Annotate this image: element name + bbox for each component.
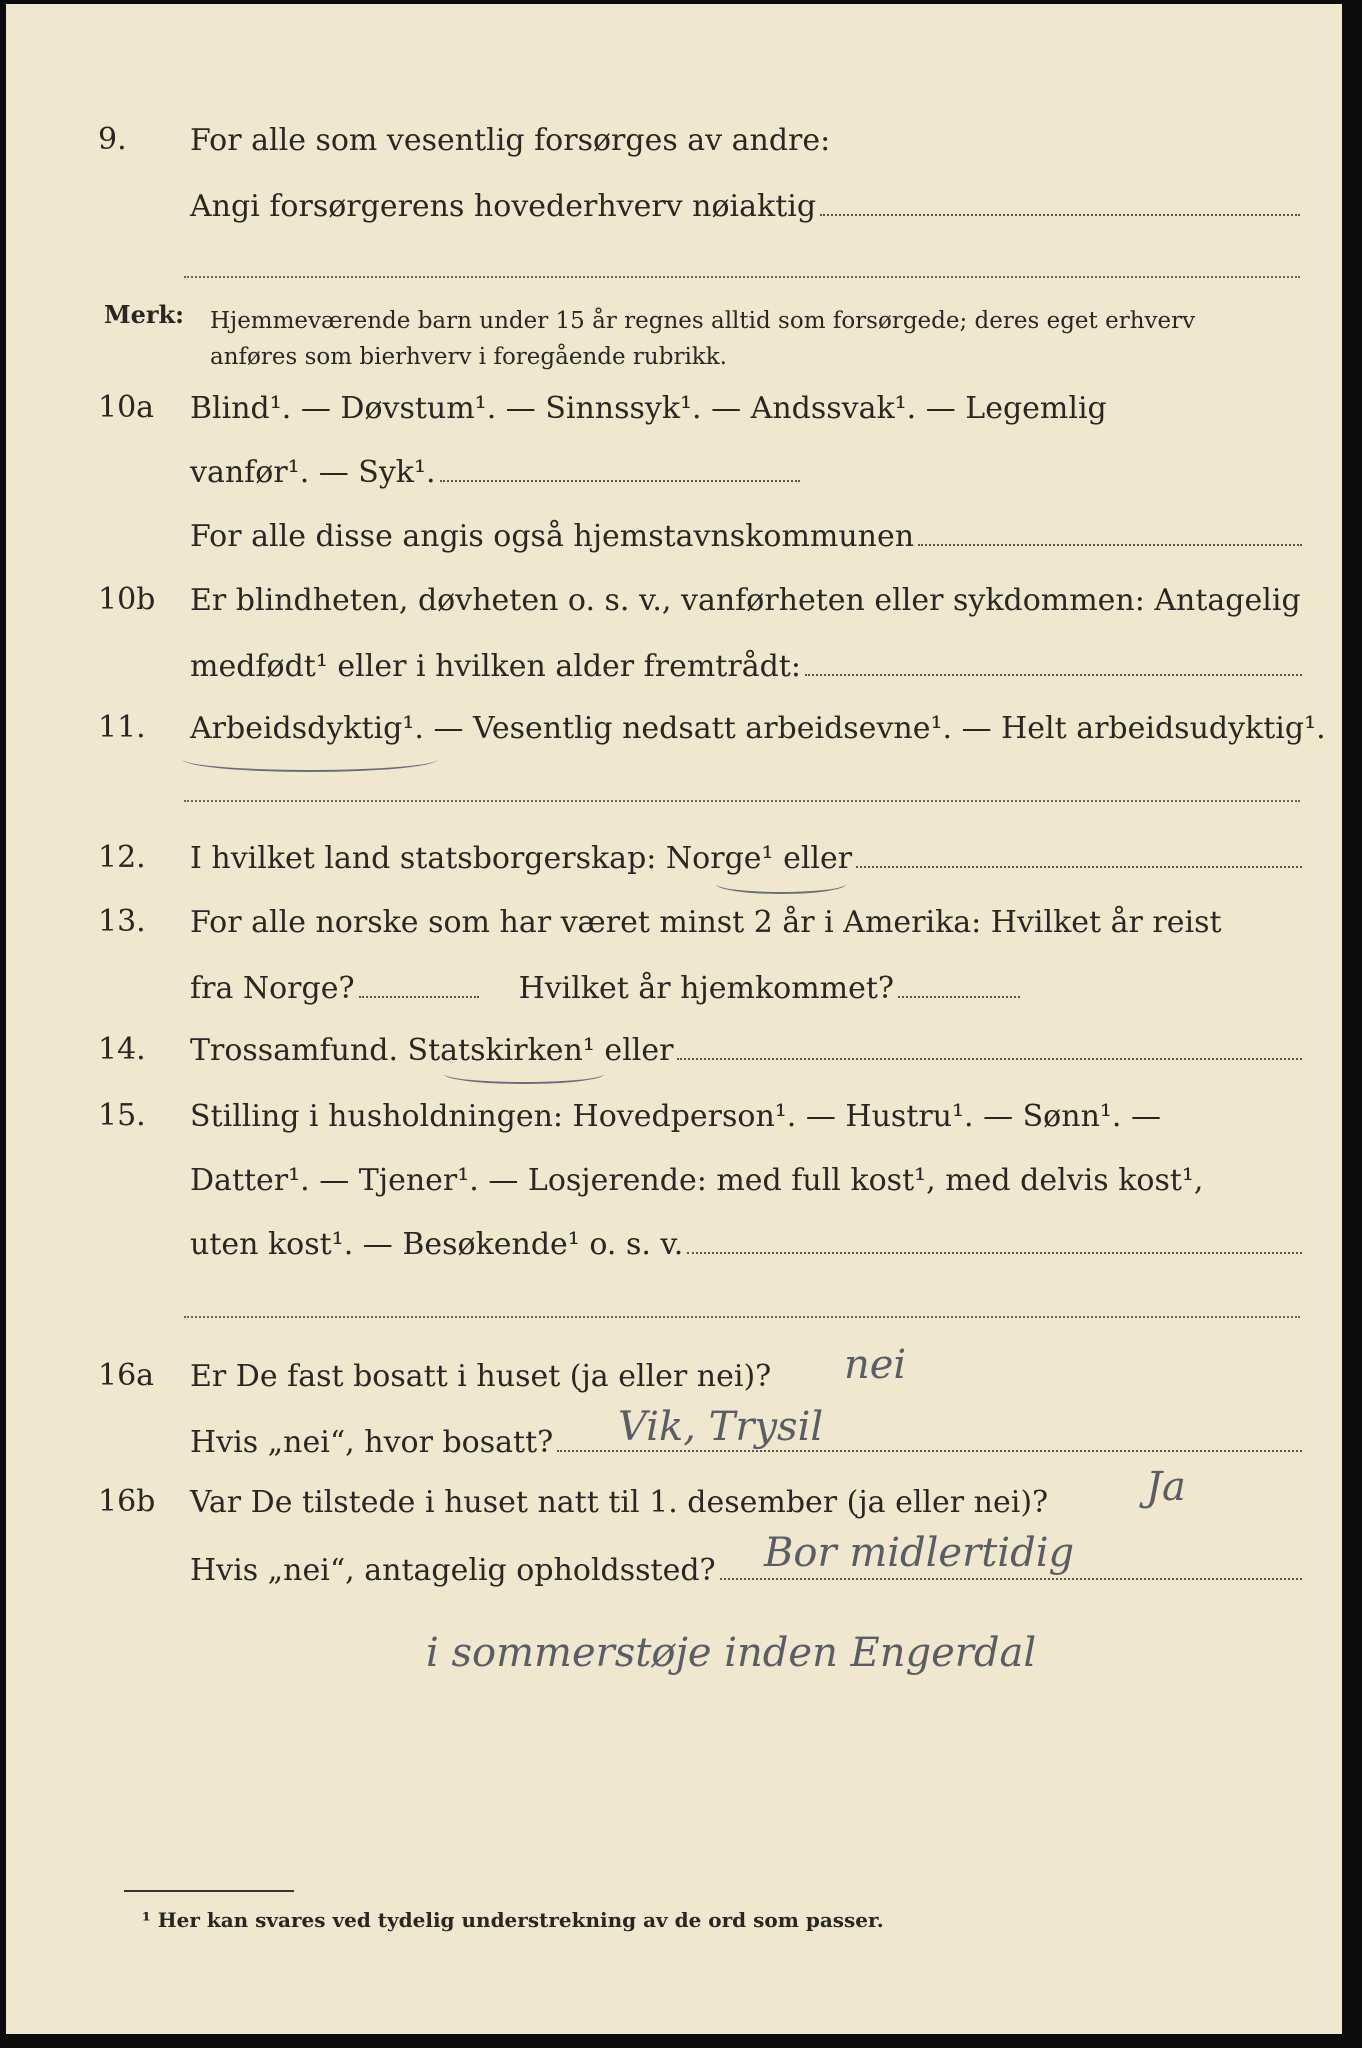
q13-text1: For alle norske som har været minst 2 år i Amerika: Hvilket år reist xyxy=(190,905,1222,940)
q15-number: 15. xyxy=(98,1098,146,1133)
q10a-text3: For alle disse angis også hjemstavnskommunen xyxy=(190,519,915,554)
q9-line1 xyxy=(190,118,1302,158)
q16a-answer2: Vik, Trysil xyxy=(618,1404,824,1450)
q16a-answer1: nei xyxy=(844,1342,907,1388)
q11-line1 xyxy=(190,706,1326,746)
q10a-text1: Blind¹. — Døvstum¹. — Sinnssyk¹. — Andssvak¹. — Legemlig xyxy=(190,391,1107,426)
q10b-line2 xyxy=(190,644,1302,684)
q13-line2 xyxy=(190,966,1020,1006)
q16b-answer1: Ja xyxy=(1146,1464,1186,1510)
q15-text2: Datter¹. — Tjener¹. — Losjerende: med full kost¹, med delvis kost¹, xyxy=(190,1163,1204,1198)
q11-handwritten-underline xyxy=(182,746,438,772)
q16a-line1 xyxy=(190,1354,1302,1394)
q16b-text2: Hvis „nei“, antagelig opholdssted? xyxy=(190,1553,716,1588)
merk-line2 xyxy=(210,330,1302,370)
q10a-number: 10a xyxy=(98,390,155,425)
q15-text3: uten kost¹. — Besøkende¹ o. s. v. xyxy=(190,1227,684,1262)
q16b-answer-line[interactable] xyxy=(720,1577,1302,1580)
q10b-answer-line[interactable] xyxy=(805,673,1302,676)
q16b-text1: Var De tilstede i huset natt til 1. desember (ja eller nei)? xyxy=(190,1485,1049,1520)
q13-text2a: fra Norge? xyxy=(190,971,355,1006)
q14-handwritten-underline xyxy=(444,1064,604,1084)
q12-handwritten-underline xyxy=(716,874,846,894)
q15-line2 xyxy=(190,1158,1302,1198)
merk-text1: Hjemmeværende barn under 15 år regnes alltid som forsørgede; deres eget erhverv xyxy=(210,308,1196,334)
separator-2 xyxy=(184,800,1300,802)
merk-line1 xyxy=(210,294,1302,334)
q13-reist-line[interactable] xyxy=(359,995,479,998)
q10b-text2: medfødt¹ eller i hvilken alder fremtrådt: xyxy=(190,649,801,684)
q10a-text2: vanfør¹. — Syk¹. xyxy=(190,455,436,490)
q15-answer-line[interactable] xyxy=(687,1251,1302,1254)
q10a-answer-line[interactable] xyxy=(440,479,800,482)
q10a-hjemstavn-line[interactable] xyxy=(918,543,1302,546)
footnote: ¹ Her kan svares ved tydelig understrekning av de ord som passer. xyxy=(142,1908,884,1932)
q12-answer-line[interactable] xyxy=(856,865,1302,868)
q10a-line2 xyxy=(190,450,800,490)
q13-hjemkommet-line[interactable] xyxy=(898,995,1020,998)
q12-number: 12. xyxy=(98,840,146,875)
q16b-line1 xyxy=(190,1480,1302,1520)
q10b-text1: Er blindheten, døvheten o. s. v., vanførheten eller sykdommen: Antagelig xyxy=(190,583,1301,618)
q10b-line1 xyxy=(190,578,1302,618)
q11-number: 11. xyxy=(98,710,146,745)
q13-number: 13. xyxy=(98,904,146,939)
footnote-rule xyxy=(124,1890,294,1892)
q9-text1: For alle som vesentlig forsørges av andre: xyxy=(190,123,831,158)
merk-text2: anføres som bierhverv i foregående rubrikk. xyxy=(210,344,727,370)
q10a-line3 xyxy=(190,514,1302,554)
q14-text1: Trossamfund. Statskirken¹ eller xyxy=(190,1033,674,1068)
q12-text1: I hvilket land statsborgerskap: Norge¹ eller xyxy=(190,841,853,876)
q16b-line2 xyxy=(190,1548,1302,1588)
q11-text1: Arbeidsdyktig¹. — Vesentlig nedsatt arbeidsevne¹. — Helt arbeidsudyktig¹. xyxy=(190,711,1326,746)
census-form-page xyxy=(6,4,1342,2034)
q16b-answer2: Bor midlertidig xyxy=(764,1530,1075,1576)
q9-text2: Angi forsørgerens hovederhverv nøiaktig xyxy=(190,189,817,224)
q13-text2b: Hvilket år hjemkommet? xyxy=(518,971,895,1006)
separator-3 xyxy=(184,1316,1300,1318)
q9-answer-line[interactable] xyxy=(820,213,1300,216)
q13-line1 xyxy=(190,900,1302,940)
q9-number: 9. xyxy=(98,122,127,157)
q9-line2 xyxy=(190,184,1300,224)
q15-line3 xyxy=(190,1222,1302,1262)
separator-1 xyxy=(184,276,1300,278)
q10a-line1 xyxy=(190,386,1302,426)
q14-answer-line[interactable] xyxy=(677,1057,1302,1060)
q12-line1 xyxy=(190,836,1302,876)
q10b-number: 10b xyxy=(98,582,156,617)
q16b-answer3: i sommerstøje inden Engerdal xyxy=(426,1630,1037,1676)
q15-text1: Stilling i husholdningen: Hovedperson¹. — Hustru¹. — Sønn¹. — xyxy=(190,1099,1161,1134)
q16a-text1: Er De fast bosatt i huset (ja eller nei)? xyxy=(190,1359,772,1394)
q14-line1 xyxy=(190,1028,1302,1068)
q16a-number: 16a xyxy=(98,1358,155,1393)
q16a-text2: Hvis „nei“, hvor bosatt? xyxy=(190,1425,554,1460)
q15-line1 xyxy=(190,1094,1302,1134)
merk-label: Merk: xyxy=(104,300,184,329)
q16b-number: 16b xyxy=(98,1484,156,1519)
q14-number: 14. xyxy=(98,1032,146,1067)
